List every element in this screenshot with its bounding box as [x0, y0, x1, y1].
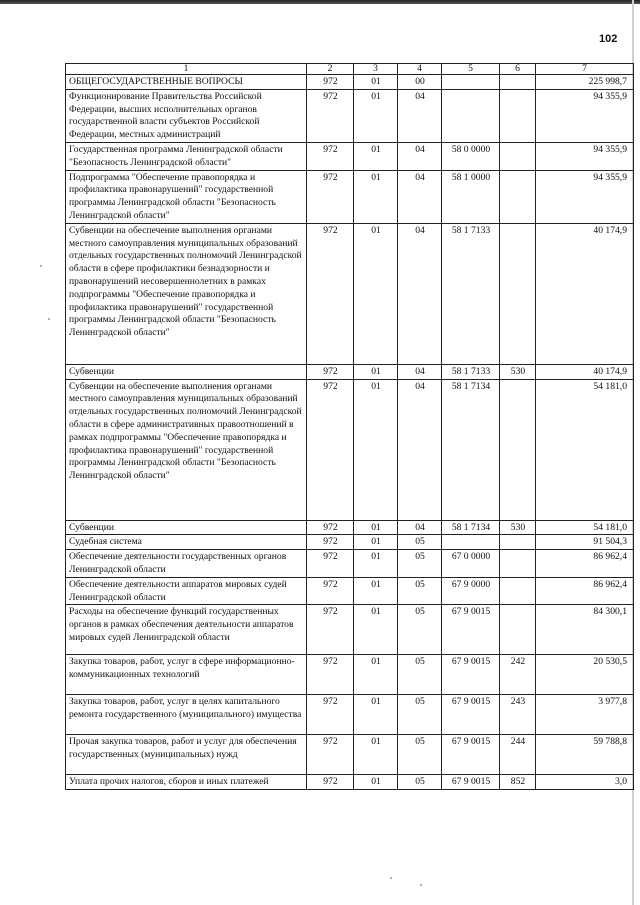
scan-speck	[48, 318, 50, 320]
amount: 94 355,9	[536, 170, 634, 223]
target-article-code: 58 1 0000	[442, 170, 500, 223]
expense-type-code: 243	[500, 695, 536, 735]
column-header: 3	[354, 64, 398, 75]
subsection-code: 04	[398, 379, 442, 520]
admin-code: 972	[307, 535, 354, 550]
column-header: 1	[66, 64, 307, 75]
target-article-code: 67 9 0015	[442, 655, 500, 695]
target-article-code	[442, 75, 500, 90]
subsection-code: 04	[398, 142, 442, 170]
table-row	[66, 75, 634, 90]
expense-type-code: 244	[500, 735, 536, 775]
expense-type-code	[500, 170, 536, 223]
item-name: Субвенции на обеспечение выполнения органами местного самоуправления муниципальных образований отдельных государственных полномочий Ленинградской области в сфере административных правоотношений в рамках подпрограммы "Обеспечение правопорядка и профилактика правонарушений" государственной программы Ленинградской области "Безопасность Ленинградской области"	[66, 379, 307, 520]
item-name: Субвенции	[66, 520, 307, 535]
table-row	[66, 535, 634, 550]
subsection-code: 04	[398, 364, 442, 379]
amount: 84 300,1	[536, 605, 634, 655]
section-code: 01	[354, 170, 398, 223]
table-row	[66, 775, 634, 790]
item-name: Подпрограмма "Обеспечение правопорядка и профилактика правонарушений" государственной программы Ленинградской области "Безопасность Ленинградской области"	[66, 170, 307, 223]
section-code: 01	[354, 775, 398, 790]
amount: 54 181,0	[536, 520, 634, 535]
subsection-code: 05	[398, 577, 442, 605]
admin-code: 972	[307, 550, 354, 578]
amount: 225 998,7	[536, 75, 634, 90]
admin-code: 972	[307, 605, 354, 655]
section-code: 01	[354, 605, 398, 655]
target-article-code: 58 0 0000	[442, 142, 500, 170]
column-number-row	[66, 64, 634, 75]
expense-type-code: 530	[500, 520, 536, 535]
section-code: 01	[354, 550, 398, 578]
expense-type-code	[500, 577, 536, 605]
subsection-code: 05	[398, 655, 442, 695]
item-name: Расходы на обеспечение функций государственных органов в рамках обеспечения деятельности аппаратов мировых судей Ленинградской области	[66, 605, 307, 655]
amount: 59 788,8	[536, 735, 634, 775]
subsection-code: 04	[398, 223, 442, 364]
expense-type-code	[500, 605, 536, 655]
target-article-code: 67 9 0000	[442, 577, 500, 605]
admin-code: 972	[307, 364, 354, 379]
expense-type-code: 530	[500, 364, 536, 379]
target-article-code: 58 1 7133	[442, 223, 500, 364]
item-name: Закупка товаров, работ, услуг в сфере информационно-коммуникационных технологий	[66, 655, 307, 695]
amount: 94 355,9	[536, 142, 634, 170]
budget-table	[65, 63, 634, 790]
admin-code: 972	[307, 775, 354, 790]
section-code: 01	[354, 89, 398, 142]
admin-code: 972	[307, 379, 354, 520]
table-row	[66, 655, 634, 695]
table-row	[66, 605, 634, 655]
admin-code: 972	[307, 89, 354, 142]
section-code: 01	[354, 364, 398, 379]
section-code: 01	[354, 142, 398, 170]
section-code: 01	[354, 379, 398, 520]
subsection-code: 05	[398, 775, 442, 790]
table-row	[66, 142, 634, 170]
table-row	[66, 170, 634, 223]
admin-code: 972	[307, 142, 354, 170]
table-row	[66, 89, 634, 142]
expense-type-code	[500, 142, 536, 170]
amount: 91 504,3	[536, 535, 634, 550]
amount: 54 181,0	[536, 379, 634, 520]
item-name: Субвенции на обеспечение выполнения органами местного самоуправления муниципальных образований отдельных государственных полномочий Ленинградской области в сфере профилактики безнадзорности и правонарушений несовершеннолетних в рамках подпрограммы "Обеспечение правопорядка и профилактика правонарушений" государственной программы Ленинградской области "Безопасность Ленинградской области"	[66, 223, 307, 364]
table-row	[66, 735, 634, 775]
amount: 40 174,9	[536, 364, 634, 379]
subsection-code: 05	[398, 535, 442, 550]
target-article-code: 67 9 0015	[442, 735, 500, 775]
target-article-code	[442, 89, 500, 142]
section-code: 01	[354, 695, 398, 735]
target-article-code: 67 9 0015	[442, 775, 500, 790]
column-header: 6	[500, 64, 536, 75]
item-name: Закупка товаров, работ, услуг в целях капитального ремонта государственного (муниципального) имущества	[66, 695, 307, 735]
table-row	[66, 550, 634, 578]
item-name: Судебная система	[66, 535, 307, 550]
section-code: 01	[354, 75, 398, 90]
item-name: Обеспечение деятельности аппаратов мировых судей Ленинградской области	[66, 577, 307, 605]
budget-table-body	[66, 64, 634, 790]
target-article-code	[442, 535, 500, 550]
target-article-code: 67 9 0015	[442, 695, 500, 735]
admin-code: 972	[307, 520, 354, 535]
item-name: Обеспечение деятельности государственных органов Ленинградской области	[66, 550, 307, 578]
admin-code: 972	[307, 223, 354, 364]
item-name: Уплата прочих налогов, сборов и иных платежей	[66, 775, 307, 790]
page-number: 102	[599, 33, 618, 45]
section-code: 01	[354, 535, 398, 550]
table-row	[66, 520, 634, 535]
expense-type-code	[500, 379, 536, 520]
admin-code: 972	[307, 75, 354, 90]
target-article-code: 67 9 0015	[442, 605, 500, 655]
column-header: 7	[536, 64, 634, 75]
subsection-code: 05	[398, 550, 442, 578]
section-code: 01	[354, 655, 398, 695]
amount: 94 355,9	[536, 89, 634, 142]
amount: 3 977,8	[536, 695, 634, 735]
table-row	[66, 379, 634, 520]
column-header: 2	[307, 64, 354, 75]
table-row	[66, 364, 634, 379]
table-row	[66, 695, 634, 735]
subsection-code: 04	[398, 89, 442, 142]
amount: 20 530,5	[536, 655, 634, 695]
item-name: ОБЩЕГОСУДАРСТВЕННЫЕ ВОПРОСЫ	[66, 75, 307, 90]
subsection-code: 04	[398, 520, 442, 535]
amount: 86 962,4	[536, 550, 634, 578]
amount: 3,0	[536, 775, 634, 790]
admin-code: 972	[307, 577, 354, 605]
expense-type-code	[500, 550, 536, 578]
amount: 86 962,4	[536, 577, 634, 605]
admin-code: 972	[307, 655, 354, 695]
subsection-code: 00	[398, 75, 442, 90]
target-article-code: 58 1 7134	[442, 520, 500, 535]
amount: 40 174,9	[536, 223, 634, 364]
item-name: Функционирование Правительства Российской Федерации, высших исполнительных органов государственной власти субъектов Российской Федерации, местных администраций	[66, 89, 307, 142]
subsection-code: 05	[398, 605, 442, 655]
subsection-code: 05	[398, 735, 442, 775]
section-code: 01	[354, 735, 398, 775]
item-name: Государственная программа Ленинградской области "Безопасность Ленинградской области"	[66, 142, 307, 170]
target-article-code: 58 1 7133	[442, 364, 500, 379]
expense-type-code	[500, 535, 536, 550]
column-header: 5	[442, 64, 500, 75]
subsection-code: 05	[398, 695, 442, 735]
subsection-code: 04	[398, 170, 442, 223]
table-row	[66, 223, 634, 364]
scan-speck	[420, 884, 422, 886]
expense-type-code	[500, 75, 536, 90]
scan-speck	[40, 265, 42, 267]
column-header: 4	[398, 64, 442, 75]
table-row	[66, 577, 634, 605]
target-article-code: 67 0 0000	[442, 550, 500, 578]
scan-top-edge	[0, 0, 640, 4]
section-code: 01	[354, 577, 398, 605]
section-code: 01	[354, 520, 398, 535]
expense-type-code	[500, 223, 536, 364]
admin-code: 972	[307, 695, 354, 735]
scan-speck	[390, 877, 392, 879]
admin-code: 972	[307, 170, 354, 223]
admin-code: 972	[307, 735, 354, 775]
section-code: 01	[354, 223, 398, 364]
target-article-code: 58 1 7134	[442, 379, 500, 520]
expense-type-code: 242	[500, 655, 536, 695]
expense-type-code: 852	[500, 775, 536, 790]
item-name: Субвенции	[66, 364, 307, 379]
expense-type-code	[500, 89, 536, 142]
item-name: Прочая закупка товаров, работ и услуг для обеспечения государственных (муниципальных) нужд	[66, 735, 307, 775]
